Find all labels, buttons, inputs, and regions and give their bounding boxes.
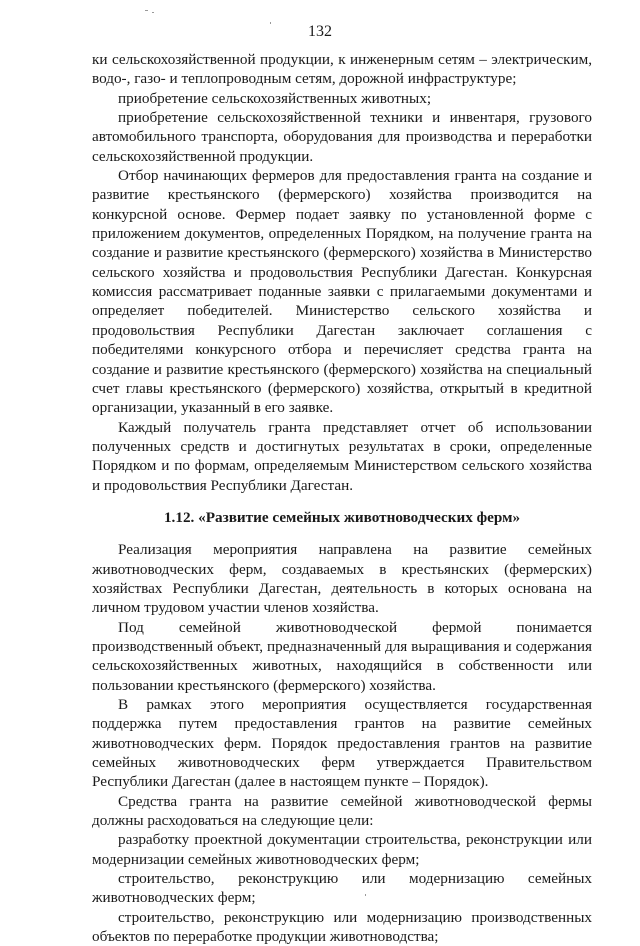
paragraph: ки сельскохозяйственной продукции, к инженерным сетям – электрическим, водо-, газо- и теплопроводным сетям, дорожной инфраструктуре; xyxy=(92,51,592,88)
section-heading: 1.12. «Развитие семейных животноводческих ферм» xyxy=(163,508,521,526)
paragraph: приобретение сельскохозяйственной техники и инвентаря, грузового автомобильного транспорта, оборудования для производства и переработки сельскохозяйственной продукции. xyxy=(92,109,592,165)
paragraph: приобретение сельскохозяйственных животных; xyxy=(118,89,432,107)
page-number: 132 xyxy=(308,23,332,40)
paragraph: Под семейной животноводческой фермой понимается производственный объект, предназначенный для выращивания и содержания сельскохозяйственных животных, находящийся в собственности или пользовании крестьянского (фермерского) хозяйства. xyxy=(92,618,592,694)
paragraph: В рамках этого мероприятия осуществляется государственная поддержка путем предоставления грантов на развитие семейных животноводческих ферм. Порядок предоставления грантов на развитие семейных животноводческих ферм утверждается Правительством Республики Дагестан (далее в настоящем пункте – Порядок). xyxy=(92,696,592,791)
scan-speck xyxy=(152,12,154,13)
paragraph: строительство, реконструкцию или модернизацию семейных животноводческих ферм; xyxy=(92,870,592,907)
paragraph: Отбор начинающих фермеров для предоставления гранта на создание и развитие крестьянского (фермерского) хозяйства производится на конкурсной основе. Фермер подает заявку по установленной форме с приложением документов, определенных Порядком, на получение гранта на создание и развитие крестьянского (фермерского) хозяйства в Министерство сельского хозяйства и продовольствия Республики Дагестан. Конкурсная комиссия рассматривает поданные заявки с прилагаемыми документами и определяет победителей. Министерство сельского хозяйства и продовольствия Республики Дагестан заключает соглашения с победителями конкурсного отбора и перечисляет средства гранта на создание и развитие крестьянского (фермерского) хозяйства на специальный счет главы крестьянского (фермерского) хозяйства, открытый в кредитной организации, указанный в его заявке. xyxy=(92,167,592,417)
paragraph: Реализация мероприятия направлена на развитие семейных животноводческих ферм, создаваемых в крестьянских (фермерских) хозяйствах Республики Дагестан, деятельность в которых основана на личном трудовом участии членов хозяйства. xyxy=(92,541,592,617)
document-body xyxy=(92,50,592,946)
paragraph: Средства гранта на развитие семейной животноводческой фермы должны расходоваться на следующие цели: xyxy=(92,792,592,830)
scan-speck xyxy=(145,10,148,11)
paragraph: Каждый получатель гранта представляет отчет об использовании полученных средств и достигнутых результатах в сроки, определенные Порядком и по формам, определяемым Министерством сельского хозяйства и продовольствия Республики Дагестан. xyxy=(92,418,592,494)
paragraph: строительство, реконструкцию или модернизацию производственных объектов по переработке продукции животноводства; xyxy=(92,908,592,946)
paragraph: разработку проектной документации строительства, реконструкции или модернизации семейных животноводческих ферм; xyxy=(92,831,592,868)
